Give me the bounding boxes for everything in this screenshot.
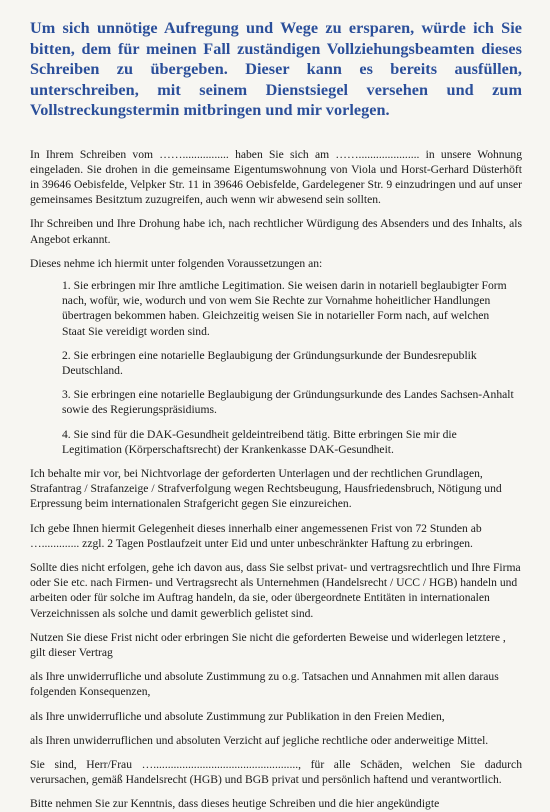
condition-4: 4. Sie sind für die DAK-Gesundheit geldeintreibend tätig. Bitte erbringen Sie mir die Legitimation (Körperschaftsrecht) der Krankenkasse DAK-Gesundheit. — [62, 427, 457, 456]
paragraph-consent-publication: als Ihre unwiderrufliche und absolute Zustimmung zur Publikation in den Freien Medien, — [30, 709, 445, 723]
paragraph-notice: Bitte nehmen Sie zur Kenntnis, dass dieses heutige Schreiben und die hier angekündigte — [30, 797, 440, 811]
paragraph-consent-facts: als Ihre unwiderrufliche und absolute Zustimmung zu o.g. Tatsachen und Annahmen mit allen daraus folgenden Konsequenzen, — [30, 670, 499, 699]
paragraph-invitation: In Ihrem Schreiben vom ……................ haben Sie sich am ……..................... in unsere Wohnung eingeladen. Sie drohen in die gemeinsame Eigentumswohnung von Viola und Horst-Gerhard Düsterhöft in 39646 Oebisfelde, Velpker Str. 11 in 39646 Oebisfelde, Gardelegener Str. 9 einzudringen und auf unser gemeinsames Besitztum zuzugreifen, auch wenn wir abwesend sein sollten. — [30, 147, 522, 207]
paragraph-consequence: Sollte dies nicht erfolgen, gehe ich davon aus, dass Sie selbst privat- und vertragsrechtlich und Ihre Firma oder Sie etc. nach Firmen- und Vertragsrecht als Unternehmen (Handelsrecht / UCC / HGB) handeln und arbeiten oder für solche im Auftrag handeln, da sie, oder übergeordnete Entitäten in internationalen Verzeichnissen als solche und damit gewerblich gelistet sind. — [30, 560, 521, 620]
intro-request: Um sich unnötige Aufregung und Wege zu ersparen, würde ich Sie bitten, dem für meinen Fall zuständigen Vollziehungsbeamten dieses Schreiben zu übergeben. Dieser kann es bereits ausfüllen, unterschreiben, mit seinem Dienstsiegel versehen und zum Vollstreckungstermin mitbringen und mir vorlegen. — [30, 19, 522, 119]
paragraph-acceptance: Dieses nehme ich hiermit unter folgenden Voraussetzungen an: — [30, 256, 323, 270]
paragraph-deadline: Ich gebe Ihnen hiermit Gelegenheit dieses innerhalb einer angemessenen Frist von 72 Stunden ab …............. zzgl. 2 Tagen Postlaufzeit unter Eid und unter unbeschränkter Haftung zu erbringen. — [30, 521, 482, 550]
paragraph-contract: Nutzen Sie diese Frist nicht oder erbringen Sie nicht die geforderten Beweise und widerlegen letztere , gilt dieser Vertrag — [30, 630, 506, 659]
paragraph-offer: Ihr Schreiben und Ihre Drohung habe ich, nach rechtlicher Würdigung des Absenders und des Inhalts, als Angebot erkannt. — [30, 217, 522, 246]
paragraph-reservation: Ich behalte mir vor, bei Nichtvorlage der geforderten Unterlagen und der rechtlichen Grundlagen, Strafantrag / Strafanzeige / Strafverfolgung wegen Rechtsbeugung, Hausfriedensbruch, Nötigung und Erpressung beim internationalen Strafgericht gegen Sie einzureichen. — [30, 466, 502, 511]
paragraph-liability: Sie sind, Herr/Frau ….................................................., für alle Schäden, welchen Sie dadurch verursachen, gemäß Handelsrecht (HGB) und BGB privat und persönlich haftend und verantwortlich. — [30, 758, 522, 787]
condition-1: 1. Sie erbringen mir Ihre amtliche Legitimation. Sie weisen darin in notariell beglaubigter Form nach, wofür, wie, wodurch und von wem Sie Rechte zur Vornahme hoheitlicher Handlungen übertragen bekommen haben. Gleichzeitig weisen Sie in notarieller Form nach, auf welchen Staat Sie vereidigt worden sind. — [62, 278, 507, 338]
paragraph-waiver: als Ihren unwiderruflichen und absoluten Verzicht auf jegliche rechtliche oder anderweitige Mittel. — [30, 733, 489, 747]
condition-2: 2. Sie erbringen eine notarielle Beglaubigung der Gründungsurkunde der Bundesrepublik Deutschland. — [62, 348, 477, 377]
condition-3: 3. Sie erbringen eine notarielle Beglaubigung der Gründungsurkunde des Landes Sachsen-Anhalt sowie des Regierungspräsidiums. — [62, 388, 514, 417]
